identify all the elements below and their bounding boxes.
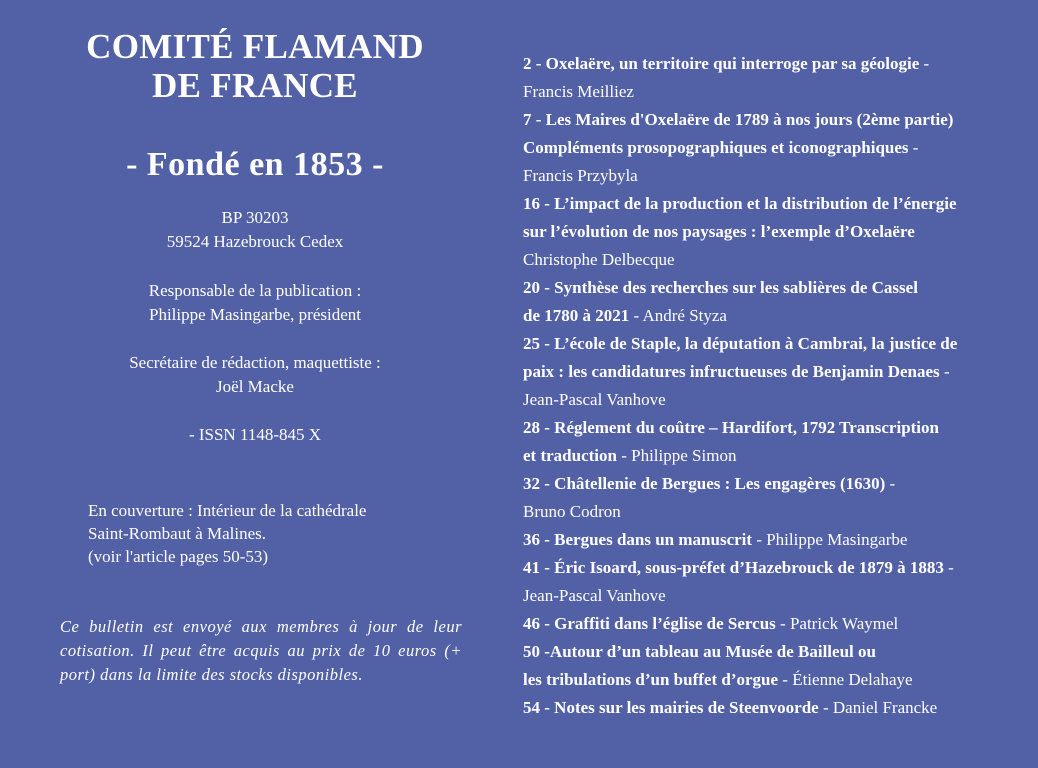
toc-author: - Philippe Masingarbe bbox=[752, 530, 908, 549]
toc-author: Christophe Delbecque bbox=[523, 250, 675, 269]
toc-author: Francis Meilliez bbox=[523, 82, 634, 101]
toc-line bbox=[523, 414, 1035, 442]
toc-line bbox=[523, 190, 1035, 218]
toc-title: 28 - Réglement du coûtre – Hardifort, 1792 Transcription bbox=[523, 418, 939, 437]
toc-title: 41 - Éric Isoard, sous-préfet d’Hazebrouck de 1879 à 1883 bbox=[523, 558, 944, 577]
toc-author: - Étienne Delahaye bbox=[778, 670, 913, 689]
toc-title: de 1780 à 2021 bbox=[523, 306, 630, 325]
address-line2: 59524 Hazebrouck Cedex bbox=[166, 232, 344, 251]
toc-line bbox=[523, 106, 1035, 134]
publication-name: Philippe Masingarbe, président bbox=[149, 305, 361, 324]
publication-label: Responsable de la publication : bbox=[148, 281, 362, 300]
toc-title: 2 - Oxelaëre, un territoire qui interroge par sa géologie bbox=[523, 54, 920, 73]
toc-title: Compléments prosopographiques et iconographiques bbox=[523, 138, 909, 157]
toc-line bbox=[523, 666, 1035, 694]
toc-author: - Daniel Francke bbox=[818, 698, 938, 717]
toc-line bbox=[523, 470, 1035, 498]
address-line1: BP 30203 bbox=[221, 208, 289, 227]
toc-line bbox=[523, 162, 1035, 190]
toc-line bbox=[523, 554, 1035, 582]
toc-author: Francis Przybyla bbox=[523, 166, 638, 185]
toc-line bbox=[523, 582, 1035, 610]
toc-author: - bbox=[919, 54, 930, 73]
toc-title: 7 - Les Maires d'Oxelaëre de 1789 à nos jours (2ème partie) bbox=[523, 110, 954, 129]
toc-line bbox=[523, 610, 1035, 638]
cover-line1: En couverture : Intérieur de la cathédrale bbox=[88, 501, 367, 520]
toc-author: - Patrick Waymel bbox=[775, 614, 899, 633]
toc-line bbox=[523, 526, 1035, 554]
toc-title: 46 - Graffiti dans l’église de Sercus bbox=[523, 614, 776, 633]
toc-line bbox=[523, 246, 1035, 274]
toc-author: Bruno Codron bbox=[523, 502, 621, 521]
toc-line bbox=[523, 134, 1035, 162]
toc-line bbox=[523, 498, 1035, 526]
toc-author: - bbox=[908, 138, 919, 157]
toc-title: 54 - Notes sur les mairies de Steenvoorde bbox=[523, 698, 819, 717]
toc-author: Jean-Pascal Vanhove bbox=[523, 586, 666, 605]
subscription-note: Ce bulletin est envoyé aux membres à jour de leur cotisation. Il peut être acquis au prix de 10 euros (+ port) dans la limite des stocks disponibles. bbox=[60, 617, 462, 684]
cover-line3: (voir l'article pages 50-53) bbox=[88, 547, 269, 566]
toc-line bbox=[523, 386, 1035, 414]
toc-line bbox=[523, 274, 1035, 302]
cover-line2: Saint-Rombaut à Malines. bbox=[88, 524, 267, 543]
toc-title: 25 - L’école de Staple, la députation à Cambrai, la justice de bbox=[523, 334, 958, 353]
toc-author: - Philippe Simon bbox=[616, 446, 737, 465]
toc-title: paix : les candidatures infructueuses de Benjamin Denaes bbox=[523, 362, 940, 381]
org-title-line1: COMITÉ FLAMAND bbox=[86, 27, 424, 66]
toc-title: les tribulations d’un buffet d’orgue bbox=[523, 670, 779, 689]
colophon-panel bbox=[0, 0, 510, 768]
toc-line bbox=[523, 302, 1035, 330]
toc-line bbox=[523, 78, 1035, 106]
toc-title: sur l’évolution de nos paysages : l’exemple d’Oxelaëre bbox=[523, 222, 915, 241]
toc-title: 16 - L’impact de la production et la distribution de l’énergie bbox=[523, 194, 957, 213]
toc-author: - bbox=[939, 362, 950, 381]
editor-name: Joël Macke bbox=[216, 377, 294, 396]
toc-title: 32 - Châtellenie de Bergues : Les engagères (1630) bbox=[523, 474, 886, 493]
toc-line bbox=[523, 218, 1035, 246]
toc-line bbox=[523, 50, 1035, 78]
org-title-line2: DE FRANCE bbox=[152, 66, 358, 105]
toc-title: et traduction bbox=[523, 446, 617, 465]
table-of-contents bbox=[523, 50, 1035, 722]
toc-author: Jean-Pascal Vanhove bbox=[523, 390, 666, 409]
toc-title: 36 - Bergues dans un manuscrit bbox=[523, 530, 753, 549]
toc-line bbox=[523, 638, 1035, 666]
toc-author: - André Styza bbox=[629, 306, 727, 325]
toc-title: 20 - Synthèse des recherches sur les sablières de Cassel bbox=[523, 278, 918, 297]
toc-author: - bbox=[885, 474, 896, 493]
toc-author: - bbox=[943, 558, 954, 577]
toc-title: 50 -Autour d’un tableau au Musée de Bailleul ou bbox=[523, 642, 876, 661]
toc-line bbox=[523, 442, 1035, 470]
toc-line bbox=[523, 694, 1035, 722]
toc-line bbox=[523, 330, 1035, 358]
founded-year: - Fondé en 1853 - bbox=[126, 146, 384, 183]
editor-label: Secrétaire de rédaction, maquettiste : bbox=[129, 353, 381, 372]
toc-line bbox=[523, 358, 1035, 386]
issn: - ISSN 1148-845 X bbox=[188, 425, 322, 444]
